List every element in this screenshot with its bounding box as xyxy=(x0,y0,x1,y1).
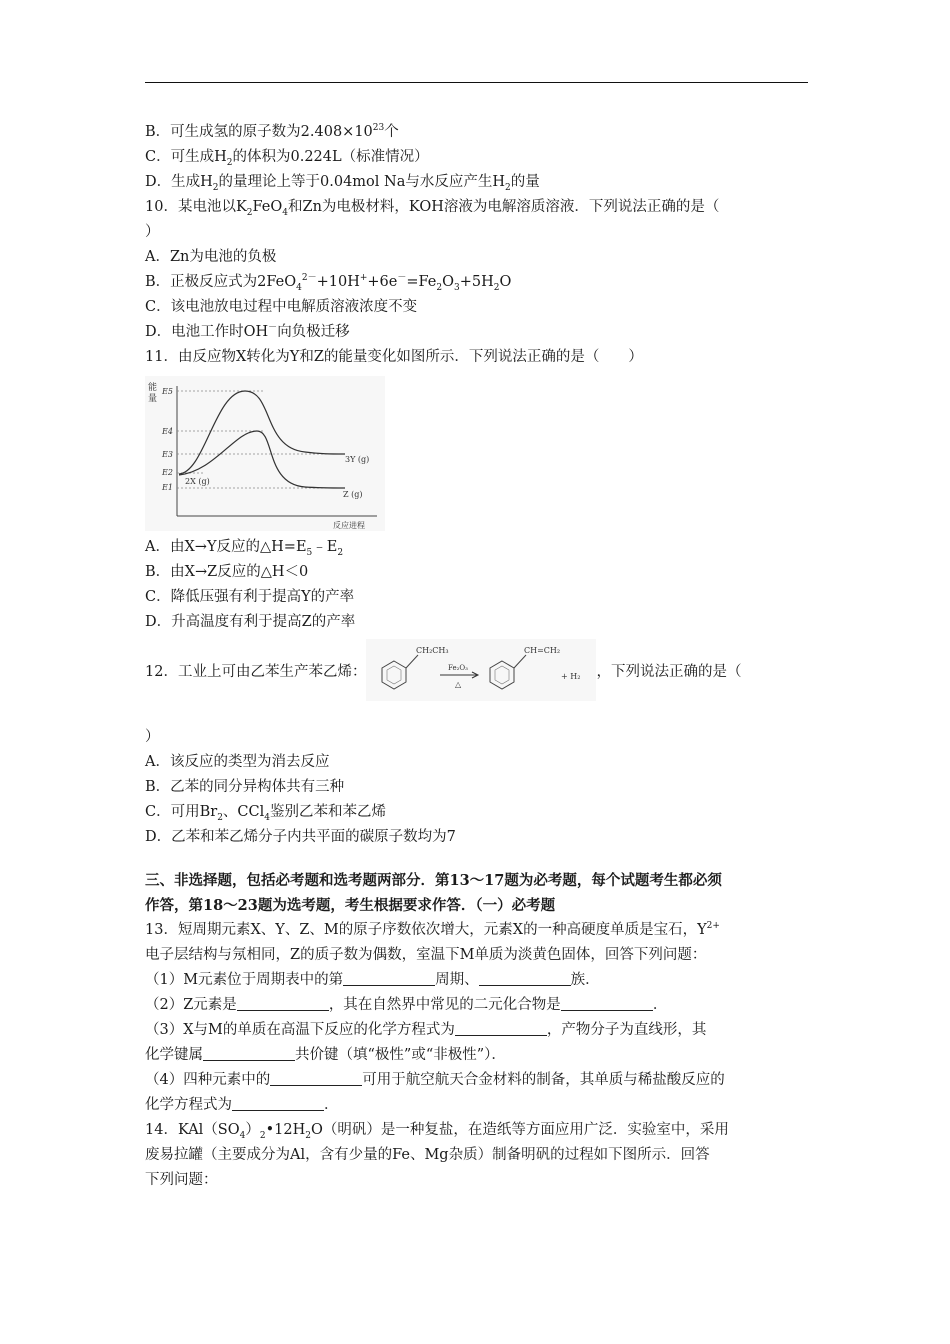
q13-part2: （2）Z元素是 ，其在自然界中常见的二元化合物是 ． xyxy=(145,997,668,1013)
level-e5: E5 xyxy=(162,387,173,396)
q9-option-b: B．可生成氢的原子数为$2.408\times 10^{23}$个 xyxy=(145,123,399,140)
label-3y: 3Y (g) xyxy=(345,455,370,464)
q12-stem: 12．工业上可由乙苯生产苯乙烯： CH₂CH₃ Fe₂O₃ △ CH=CH₂ + H₂ ，下列说法正确的是（ xyxy=(145,635,810,705)
answer-blank[interactable] xyxy=(203,1045,295,1061)
q10-option-a: A．Zn为电池的负极 xyxy=(145,249,277,265)
q13-part1: （1）M元素位于周期表中的第 周期、 族． xyxy=(145,972,600,988)
answer-blank[interactable] xyxy=(561,995,653,1011)
section3-heading-line1: 三、非选择题，包括必考题和选考题两部分．第13～17题为必考题，每个试题考生都必须 xyxy=(145,872,722,889)
q13-part3-line1: （3）X与M的单质在高温下反应的化学方程式为 ，产物分子为直线形，其 xyxy=(145,1022,707,1038)
q13-part4-line1: （4）四种元素中的 可用于航空航天合金材料的制备，其单质与稀盐酸反应的 xyxy=(145,1072,725,1088)
q11-option-d: D．升高温度有利于提高Z的产率 xyxy=(145,614,356,630)
q13-stem-line2: 电子层结构与氖相同，Z的质子数为偶数，室温下M单质为淡黄色固体，回答下列问题： xyxy=(145,947,707,963)
vinyl-group: CH=CH₂ xyxy=(524,646,561,655)
q9-option-c: C．可生成$H_2$的体积为0.224L（标准情况） xyxy=(145,149,429,168)
q12-option-c: C．可用$Br_2$、CCl$_4$鉴别乙苯和苯乙烯 xyxy=(145,804,386,823)
x-axis-label: 反应进程 xyxy=(333,521,365,530)
catalyst-label: Fe₂O₃ xyxy=(448,664,469,672)
level-e3: E3 xyxy=(162,450,173,459)
q13-part4-line2: 化学方程式为 ． xyxy=(145,1097,339,1113)
energy-diagram xyxy=(145,376,385,531)
q14-line1: 14．$KAl(SO_4)_2•12H_2O$（明矾）是一种复盐，在造纸等方面应用广泛．实验室中，采用 xyxy=(145,1122,729,1141)
header-rule xyxy=(145,82,808,83)
q12-option-d: D．乙苯和苯乙烯分子内共平面的碳原子数均为7 xyxy=(145,829,456,845)
q9-option-d: D．生成$H_2$的量理论上等于0.04mol Na与水反应产生$H_2$的量 xyxy=(145,174,540,193)
q12-stem-end: ） xyxy=(145,729,160,745)
level-e1: E1 xyxy=(162,483,173,492)
q11-option-b: B．由X→Z反应的△H＜0 xyxy=(145,564,309,580)
exam-page xyxy=(145,120,810,1193)
q14-line3: 下列问题： xyxy=(145,1172,218,1188)
answer-blank[interactable] xyxy=(343,970,435,986)
label-z: Z (g) xyxy=(343,490,363,499)
q10-option-d: D．电池工作时OH－向负极迁移 xyxy=(145,323,350,340)
answer-blank[interactable] xyxy=(479,970,571,986)
q10-option-b: B．正极反应式为$2FeO_4^{2-}+10H^++6e^-=Fe_2O_3+5H_2O$ xyxy=(145,273,512,293)
y-axis-label-2: 量 xyxy=(148,394,158,404)
answer-blank[interactable] xyxy=(455,1020,547,1036)
q10-stem: 10．某电池以$K_2FeO_4$和Zn为电极材料，KOH溶液为电解溶质溶液．下列说法正确的是（ xyxy=(145,199,720,218)
q11-option-a: A．由X→Y反应的$\triangle H=E_5﹣E_2$ xyxy=(145,539,344,558)
label-2x: 2X (g) xyxy=(185,477,210,486)
q10-stem-end: ） xyxy=(145,224,160,240)
q12-option-a: A．该反应的类型为消去反应 xyxy=(145,754,330,770)
answer-blank[interactable] xyxy=(237,995,329,1011)
q10-option-c: C．该电池放电过程中电解质溶液浓度不变 xyxy=(145,299,418,315)
level-e2: E2 xyxy=(162,468,173,477)
y-axis-label-1: 能 xyxy=(148,383,158,393)
reaction-scheme xyxy=(366,639,596,701)
hydrogen-byproduct: + H₂ xyxy=(561,672,581,681)
heat-label: △ xyxy=(455,680,462,689)
level-e4: E4 xyxy=(162,427,173,436)
q13-stem-line1: 13．短周期元素X、Y、Z、M的原子序数依次增大，元素X的一种高硬度单质是宝石，$Y^{2+}$ xyxy=(145,921,720,938)
q12-option-b: B．乙苯的同分异构体共有三种 xyxy=(145,779,345,795)
energy-diagram-svg xyxy=(145,376,385,531)
answer-blank[interactable] xyxy=(232,1095,324,1111)
answer-blank[interactable] xyxy=(270,1070,362,1086)
q11-stem: 11．由反应物X转化为Y和Z的能量变化如图所示．下列说法正确的是（ ） xyxy=(145,349,643,365)
q14-line2: 废易拉罐（主要成分为Al，含有少量的Fe、Mg杂质）制备明矾的过程如下图所示．回答 xyxy=(145,1147,710,1163)
q13-part3-line2: 化学键属 共价键（填“极性”或“非极性”）． xyxy=(145,1047,506,1063)
q11-option-c: C．降低压强有利于提高Y的产率 xyxy=(145,589,355,605)
ethyl-group: CH₂CH₃ xyxy=(416,646,450,655)
section3-heading-line2: 作答，第18～23题为选考题，考生根据要求作答．（一）必考题 xyxy=(145,897,556,914)
